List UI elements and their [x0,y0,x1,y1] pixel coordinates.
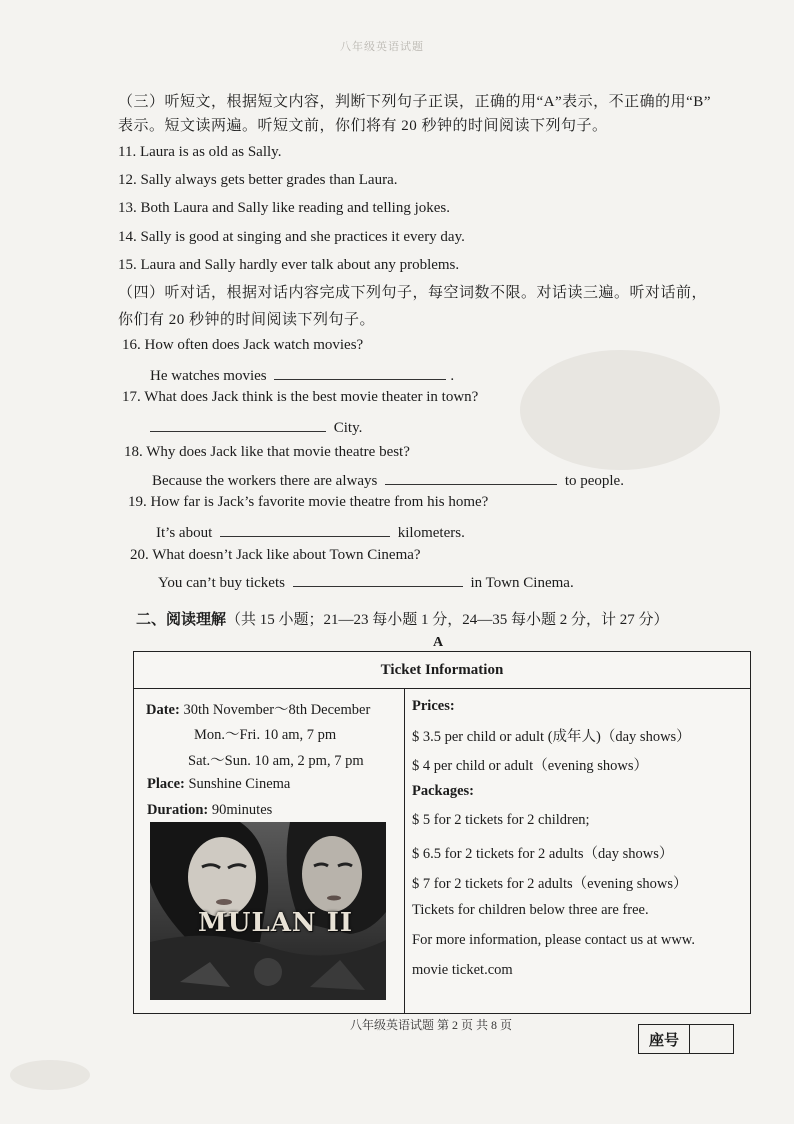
package-adults-evening: $ 7 for 2 tickets for 2 adults（evening shows） [412,876,688,892]
q19-answer-line [156,522,465,542]
q19-question: 19. How far is Jack’s favorite movie theatre from his home? [128,494,489,510]
prices-label: Prices: [412,698,455,714]
q20-suffix: in Town Cinema. [470,575,574,591]
table-divider [404,689,405,1013]
q16-prefix: He watches movies [150,368,267,384]
section4-intro-line1: （四）听对话，根据对话内容完成下列句子，每空词数不限。对话读三遍。听对话前， [118,285,708,301]
scan-smudge [520,350,720,470]
part2-heading [136,608,669,629]
date-label: Date: [146,702,180,718]
item-11: 11. Laura is as old as Sally. [118,144,282,160]
q20-prefix: You can’t buy tickets [158,575,285,591]
ticket-heading: Ticket Information [134,652,750,689]
q17-blank[interactable] [150,417,326,432]
packages-label: Packages: [412,783,475,799]
poster-title: MULAN II [198,908,354,938]
part2-detail: （共 15 小题；21—23 每小题 1 分，24—35 每小题 2 分，计 27 分） [226,612,669,628]
seat-number-box [638,1024,734,1054]
q18-suffix: to people. [564,473,624,489]
section3-intro-line2: 表示。短文读两遍。听短文前，你们将有 20 秒钟的时间阅读下列句子。 [118,118,608,134]
duration-label: Duration: [147,802,209,818]
section3-intro-line1: （三）听短文，根据短文内容，判断下列句子正误，正确的用“A”表示，不正确的用“B” [118,94,711,110]
date-row [146,698,370,719]
package-children: $ 5 for 2 tickets for 2 children; [412,812,590,828]
q19-suffix: kilometers. [397,525,465,541]
free-tickets-note: Tickets for children below three are free. [412,902,649,918]
faint-header: 八年级英语试题 [340,41,424,53]
section4-intro-line2: 你们有 20 秒钟的时间阅读下列句子。 [118,312,376,328]
package-adults-day: $ 6.5 for 2 tickets for 2 adults（day shows） [412,846,674,862]
place-label: Place: [147,776,185,792]
q17-suffix: City. [333,420,363,436]
passage-letter: A [433,635,444,650]
contact-note: For more information, please contact us at www. [412,932,695,948]
q20-question: 20. What doesn’t Jack like about Town Cinema? [130,547,421,563]
q16-blank[interactable] [274,365,446,380]
q16-question: 16. How often does Jack watch movies? [122,337,364,353]
q18-question: 18. Why does Jack like that movie theatre best? [124,444,410,460]
q17-question: 17. What does Jack think is the best movie theater in town? [122,389,479,405]
seat-number-field[interactable] [690,1025,733,1053]
item-13: 13. Both Laura and Sally like reading and telling jokes. [118,200,451,216]
ticket-info-table [133,651,751,1014]
duration-row [147,802,272,819]
price-day: $ 3.5 per child or adult (成年人)（day shows） [412,729,691,745]
place-value: Sunshine Cinema [188,776,291,792]
q17-answer-line [150,417,362,437]
contact-url: movie ticket.com [412,962,513,978]
date-value: 30th November～8th December [183,702,371,718]
price-evening: $ 4 per child or adult（evening shows） [412,758,648,774]
page-footer: 八年级英语试题 第 2 页 共 8 页 [350,1018,513,1032]
item-12: 12. Sally always gets better grades than Laura. [118,172,398,188]
q19-prefix: It’s about [156,525,213,541]
part2-title: 二、阅读理解 [136,610,227,628]
weekend-times: Sat.～Sun. 10 am, 2 pm, 7 pm [188,753,364,769]
place-row [147,776,290,793]
item-14: 14. Sally is good at singing and she practices it every day. [118,229,465,245]
item-15: 15. Laura and Sally hardly ever talk about any problems. [118,257,460,273]
seat-label: 座号 [639,1025,690,1053]
q18-blank[interactable] [385,470,557,485]
duration-value: 90minutes [211,802,273,818]
q20-answer-line [158,572,574,592]
q20-blank[interactable] [293,572,463,587]
weekday-times: Mon.～Fri. 10 am, 7 pm [194,727,337,743]
scan-smudge [10,1060,90,1090]
q18-prefix: Because the workers there are always [152,473,378,489]
movie-poster-image [150,822,386,1000]
q19-blank[interactable] [220,522,390,537]
q16-answer-line [150,365,454,385]
q16-suffix: . [450,368,455,384]
q18-answer-line [152,470,624,490]
